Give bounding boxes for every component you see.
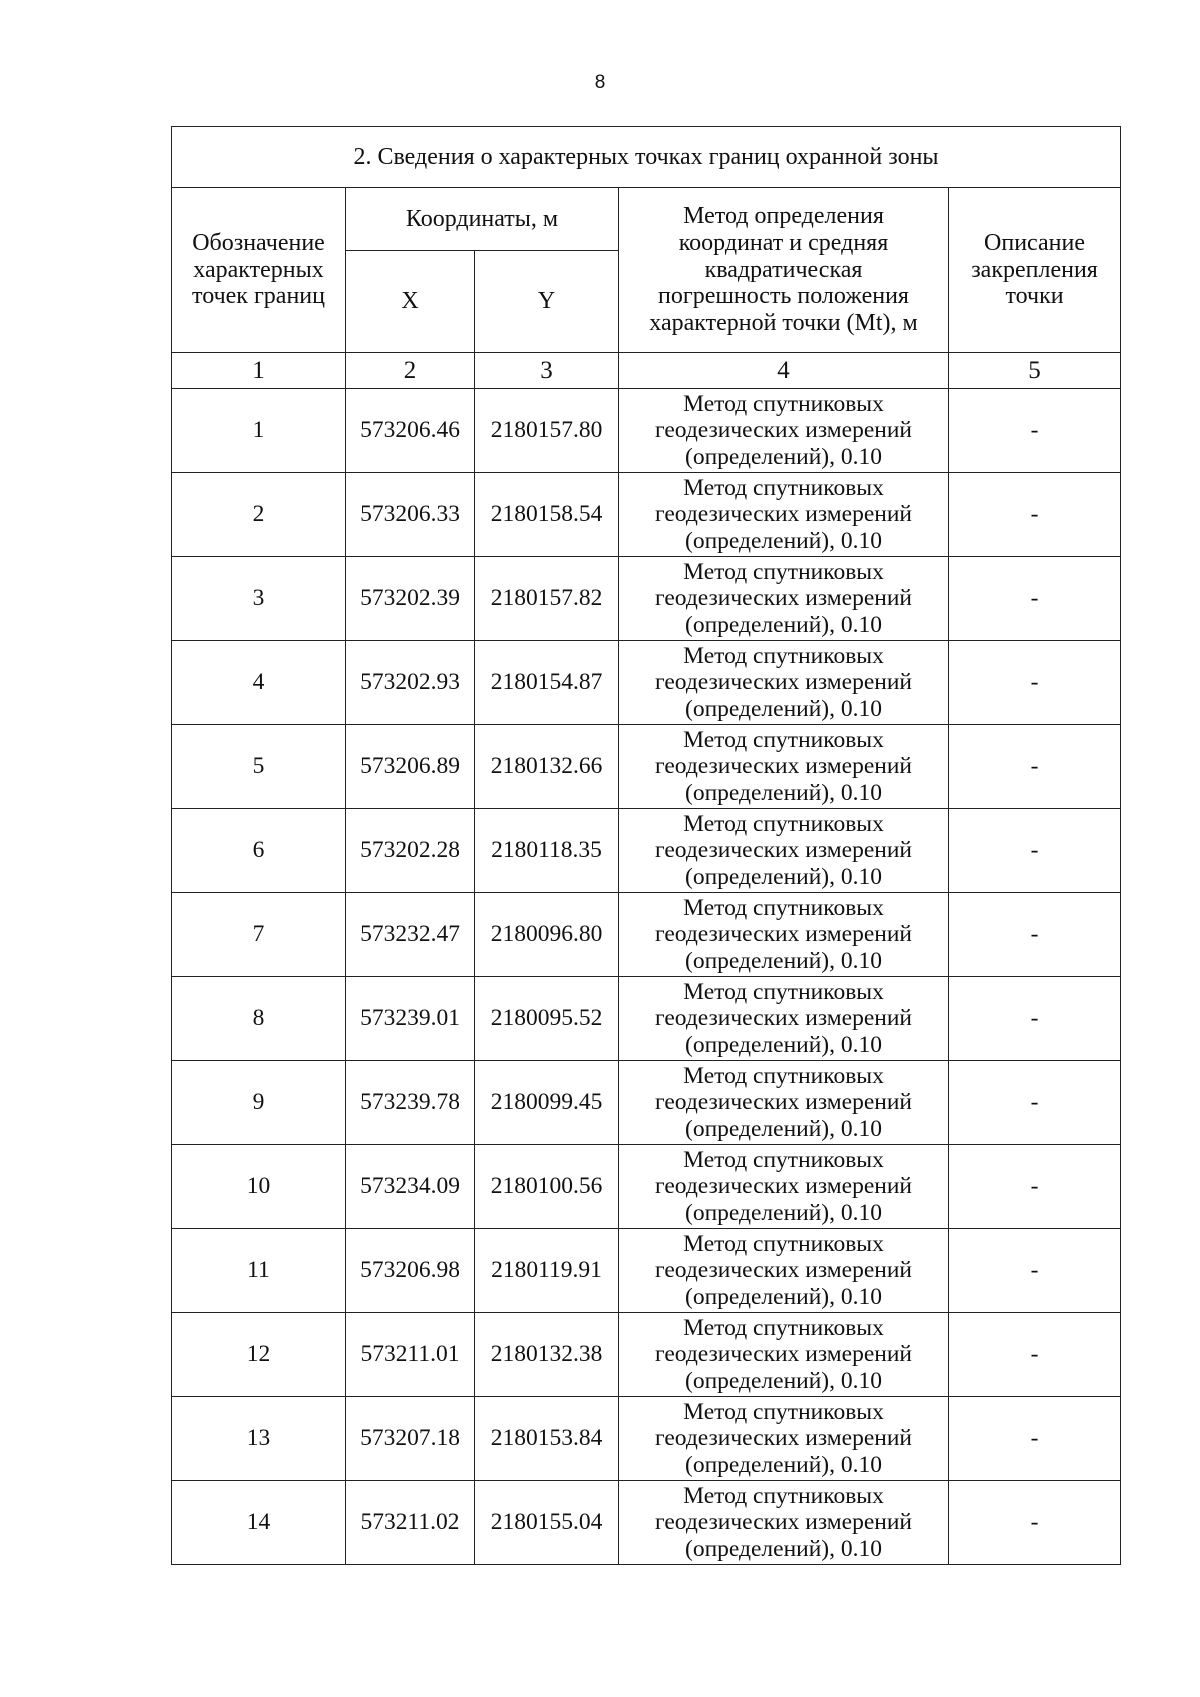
table-row <box>172 893 1121 977</box>
header-description-line: Описание <box>984 229 1085 256</box>
description-cell: - <box>949 1313 1121 1397</box>
column-numbers-row <box>172 353 1121 389</box>
method-line: (определений), 0.10 <box>685 1451 882 1478</box>
x-cell: 573202.93 <box>346 641 475 725</box>
method-cell <box>619 977 949 1061</box>
method-cell <box>619 473 949 557</box>
page-number: 8 <box>594 72 606 93</box>
description-cell: - <box>949 1397 1121 1481</box>
point-cell: 7 <box>172 893 346 977</box>
x-cell: 573234.09 <box>346 1145 475 1229</box>
x-cell: 573206.98 <box>346 1229 475 1313</box>
method-cell <box>619 809 949 893</box>
header-designation-line: характерных <box>193 256 324 283</box>
x-cell: 573239.01 <box>346 977 475 1061</box>
point-cell: 12 <box>172 1313 346 1397</box>
point-cell: 11 <box>172 1229 346 1313</box>
header-x: X <box>346 251 475 353</box>
point-cell: 13 <box>172 1397 346 1481</box>
header-description-line: точки <box>1005 283 1064 310</box>
table-row <box>172 1061 1121 1145</box>
description-cell: - <box>949 557 1121 641</box>
method-line: геодезических измерений <box>655 1257 912 1284</box>
header-designation-line: точек границ <box>192 283 325 310</box>
section-title-row <box>172 127 1121 188</box>
method-line: геодезических измерений <box>655 417 912 444</box>
y-cell: 2180099.45 <box>475 1061 619 1145</box>
method-line: геодезических измерений <box>655 921 912 948</box>
x-cell: 573232.47 <box>346 893 475 977</box>
method-cell <box>619 1229 949 1313</box>
point-cell: 9 <box>172 1061 346 1145</box>
point-cell: 5 <box>172 725 346 809</box>
table-row <box>172 977 1121 1061</box>
point-cell: 14 <box>172 1481 346 1565</box>
x-cell: 573206.46 <box>346 389 475 473</box>
header-method-line: квадратическая <box>704 256 863 283</box>
header-row-top <box>172 188 1121 251</box>
method-line: Метод спутниковых <box>683 811 884 838</box>
point-cell: 3 <box>172 557 346 641</box>
table-row <box>172 473 1121 557</box>
description-cell: - <box>949 977 1121 1061</box>
y-cell: 2180158.54 <box>475 473 619 557</box>
method-line: Метод спутниковых <box>683 643 884 670</box>
method-cell <box>619 1145 949 1229</box>
method-line: (определений), 0.10 <box>685 1115 882 1142</box>
table-row <box>172 725 1121 809</box>
method-line: геодезических измерений <box>655 501 912 528</box>
y-cell: 2180132.38 <box>475 1313 619 1397</box>
method-line: Метод спутниковых <box>683 727 884 754</box>
method-line: Метод спутниковых <box>683 391 884 418</box>
method-line: (определений), 0.10 <box>685 1283 882 1310</box>
y-cell: 2180100.56 <box>475 1145 619 1229</box>
header-designation <box>172 188 346 353</box>
y-cell: 2180155.04 <box>475 1481 619 1565</box>
method-cell <box>619 1397 949 1481</box>
y-cell: 2180154.87 <box>475 641 619 725</box>
point-cell: 4 <box>172 641 346 725</box>
table-row <box>172 1397 1121 1481</box>
method-line: (определений), 0.10 <box>685 695 882 722</box>
x-cell: 573211.02 <box>346 1481 475 1565</box>
header-y: Y <box>475 251 619 353</box>
description-cell: - <box>949 1061 1121 1145</box>
method-line: (определений), 0.10 <box>685 1199 882 1226</box>
header-method-line: характерной точки (Mt), м <box>649 310 918 337</box>
table-row <box>172 641 1121 725</box>
table-row <box>172 1229 1121 1313</box>
method-line: Метод спутниковых <box>683 1399 884 1426</box>
description-cell: - <box>949 1229 1121 1313</box>
column-number: 5 <box>949 353 1121 389</box>
description-cell: - <box>949 1145 1121 1229</box>
column-number: 2 <box>346 353 475 389</box>
x-cell: 573202.39 <box>346 557 475 641</box>
method-line: (определений), 0.10 <box>685 1535 882 1562</box>
method-line: геодезических измерений <box>655 837 912 864</box>
y-cell: 2180096.80 <box>475 893 619 977</box>
method-line: геодезических измерений <box>655 1509 912 1536</box>
method-line: геодезических измерений <box>655 753 912 780</box>
column-number: 1 <box>172 353 346 389</box>
header-method <box>619 188 949 353</box>
method-line: (определений), 0.10 <box>685 779 882 806</box>
method-line: (определений), 0.10 <box>685 443 882 470</box>
method-line: Метод спутниковых <box>683 1147 884 1174</box>
method-line: (определений), 0.10 <box>685 527 882 554</box>
method-line: геодезических измерений <box>655 1425 912 1452</box>
method-line: Метод спутниковых <box>683 895 884 922</box>
method-line: (определений), 0.10 <box>685 947 882 974</box>
method-line: (определений), 0.10 <box>685 611 882 638</box>
y-cell: 2180157.80 <box>475 389 619 473</box>
table-row <box>172 1481 1121 1565</box>
point-cell: 6 <box>172 809 346 893</box>
method-line: геодезических измерений <box>655 1089 912 1116</box>
method-line: (определений), 0.10 <box>685 1367 882 1394</box>
method-line: Метод спутниковых <box>683 1483 884 1510</box>
x-cell: 573206.89 <box>346 725 475 809</box>
method-line: Метод спутниковых <box>683 1315 884 1342</box>
method-line: Метод спутниковых <box>683 559 884 586</box>
x-cell: 573239.78 <box>346 1061 475 1145</box>
method-line: геодезических измерений <box>655 669 912 696</box>
method-cell <box>619 893 949 977</box>
header-coordinates: Координаты, м <box>346 188 619 251</box>
x-cell: 573202.28 <box>346 809 475 893</box>
point-cell: 10 <box>172 1145 346 1229</box>
boundary-points-table <box>171 126 1121 1565</box>
method-line: (определений), 0.10 <box>685 863 882 890</box>
table-row <box>172 809 1121 893</box>
header-description <box>949 188 1121 353</box>
method-line: (определений), 0.10 <box>685 1031 882 1058</box>
description-cell: - <box>949 725 1121 809</box>
x-cell: 573207.18 <box>346 1397 475 1481</box>
y-cell: 2180132.66 <box>475 725 619 809</box>
y-cell: 2180118.35 <box>475 809 619 893</box>
table-row <box>172 1145 1121 1229</box>
y-cell: 2180095.52 <box>475 977 619 1061</box>
method-line: геодезических измерений <box>655 1005 912 1032</box>
header-description-line: закрепления <box>971 256 1098 283</box>
point-cell: 2 <box>172 473 346 557</box>
method-cell <box>619 557 949 641</box>
description-cell: - <box>949 893 1121 977</box>
point-cell: 8 <box>172 977 346 1061</box>
method-cell <box>619 1061 949 1145</box>
method-line: Метод спутниковых <box>683 1231 884 1258</box>
description-cell: - <box>949 473 1121 557</box>
method-cell <box>619 1481 949 1565</box>
method-cell <box>619 725 949 809</box>
method-cell <box>619 389 949 473</box>
header-method-line: координат и средняя <box>678 229 889 256</box>
x-cell: 573211.01 <box>346 1313 475 1397</box>
header-method-line: Метод определения <box>683 202 884 229</box>
method-line: геодезических измерений <box>655 585 912 612</box>
column-number: 4 <box>619 353 949 389</box>
description-cell: - <box>949 389 1121 473</box>
y-cell: 2180153.84 <box>475 1397 619 1481</box>
table-row <box>172 1313 1121 1397</box>
y-cell: 2180119.91 <box>475 1229 619 1313</box>
y-cell: 2180157.82 <box>475 557 619 641</box>
table-row <box>172 557 1121 641</box>
method-line: геодезических измерений <box>655 1173 912 1200</box>
description-cell: - <box>949 809 1121 893</box>
method-line: Метод спутниковых <box>683 979 884 1006</box>
point-cell: 1 <box>172 389 346 473</box>
column-number: 3 <box>475 353 619 389</box>
header-method-line: погрешность положения <box>658 283 909 310</box>
method-cell <box>619 1313 949 1397</box>
section-title: 2. Сведения о характерных точках границ охранной зоны <box>172 127 1121 188</box>
method-line: Метод спутниковых <box>683 1063 884 1090</box>
table-row <box>172 389 1121 473</box>
description-cell: - <box>949 641 1121 725</box>
method-cell <box>619 641 949 725</box>
method-line: геодезических измерений <box>655 1341 912 1368</box>
x-cell: 573206.33 <box>346 473 475 557</box>
header-designation-line: Обозначение <box>192 229 325 256</box>
method-line: Метод спутниковых <box>683 475 884 502</box>
description-cell: - <box>949 1481 1121 1565</box>
